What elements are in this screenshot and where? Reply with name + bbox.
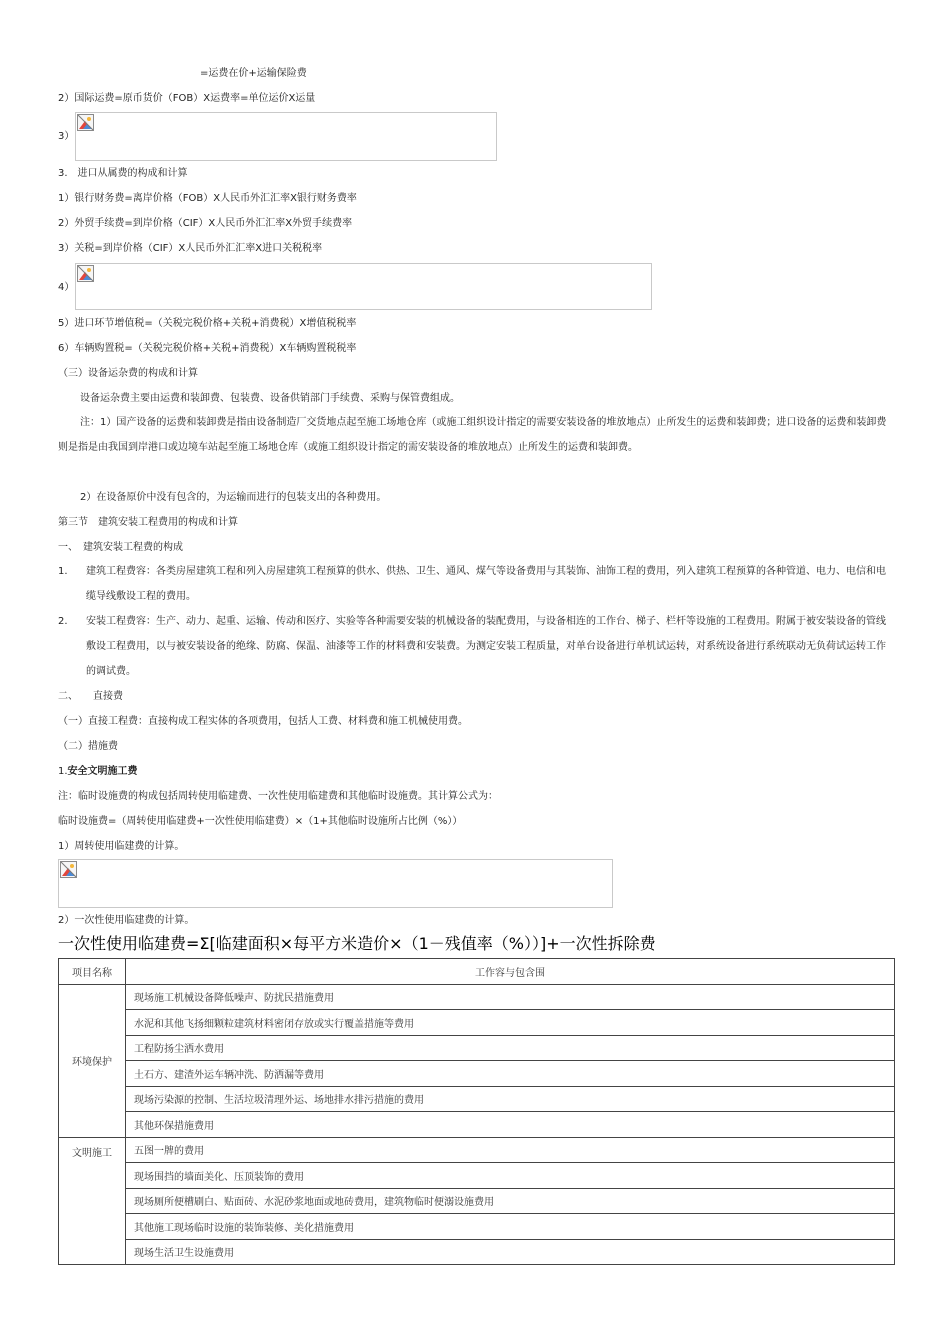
section-heading: 第三节 建筑安装工程费用的构成和计算 <box>58 517 238 528</box>
formula-image-placeholder <box>58 859 613 908</box>
formula-trade-fee: 2）外贸手续费=到岸价格（CIF）X人民币外汇汇率X外贸手续费率 <box>58 218 353 229</box>
formula-tariff: 3）关税=到岸价格（CIF）X人民币外汇汇率X进口关税税率 <box>58 243 323 254</box>
list-item-building-cost <box>58 559 892 609</box>
table-row <box>59 1188 895 1214</box>
table-cell: 五图一牌的费用 <box>126 1137 895 1163</box>
list-number: 1. <box>58 566 68 577</box>
paragraph-note-1: 注：1）国产设备的运费和装卸费是指由设备制造厂交货地点起至施工场地仓库（或施工组织设计指定的需要安装设备的堆放地点）止所发生的运费和装卸费；进口设备的运费和装卸费则是指是由我国到岸港口或边境车站起至施工场地仓库（或施工组织设计指定的需安装设备的堆放地点）止所发生的运费和装卸费。 <box>58 417 887 453</box>
table-row <box>59 1239 895 1265</box>
table-category-cell: 环境保护 <box>59 984 126 1137</box>
table-cell: 现场围挡的墙面美化、压顶装饰的费用 <box>126 1163 895 1189</box>
table-category-cell: 文明施工 <box>59 1137 126 1265</box>
table-cell: 现场污染源的控制、生活垃圾清理外运、场地排水排污措施的费用 <box>126 1086 895 1112</box>
paragraph-equipment-freight-intro: 设备运杂费主要由运费和装卸费、包装费、设备供销部门手续费、采购与保管费组成。 <box>80 393 460 404</box>
heading-number: 1. <box>58 766 68 777</box>
list-text: 建筑工程费容：各类房屋建筑工程和列入房屋建筑工程预算的供水、供热、卫生、通风、煤气等设备费用与其装饰、油饰工程的费用，列入建筑工程预算的各种管道、电力、电信和电缆导线敷设工程的费用。 <box>86 566 886 602</box>
list-number: 2. <box>58 616 68 627</box>
heading-safety-civilized <box>58 765 138 779</box>
table-cell: 现场生活卫生设施费用 <box>126 1239 895 1265</box>
broken-image-icon <box>77 114 94 131</box>
paragraph-note-2: 2）在设备原价中没有包含的，为运输而进行的包装支出的各种费用。 <box>80 492 387 503</box>
table-row <box>59 1061 895 1087</box>
heading-text: 安全文明施工费 <box>67 766 138 777</box>
table-row <box>59 1214 895 1240</box>
paragraph-onetime-temp: 2）一次性使用临建费的计算。 <box>58 915 195 926</box>
formula-bank-fee: 1）银行财务费=离岸价格（FOB）X人民币外汇汇率X银行财务费率 <box>58 193 357 204</box>
formula-freight-in-price: =运费在价+运输保险费 <box>200 68 307 79</box>
formula-vat: 5）进口环节增值税=（关税完税价格+关税+消费税）X增值税税率 <box>58 318 357 329</box>
paragraph-temp-facility-note: 注：临时设施费的构成包括周转使用临建费、一次性使用临建费和其他临时设施费。其计算公式为： <box>58 791 498 802</box>
table-cell: 其他施工现场临时设施的装饰装修、美化措施费用 <box>126 1214 895 1240</box>
table-row <box>59 1086 895 1112</box>
paragraph-rotating-temp: 1）周转使用临建费的计算。 <box>58 841 185 852</box>
table-cell: 其他环保措施费用 <box>126 1112 895 1138</box>
formula-intl-freight: 2）国际运费=原币货价（FOB）X运费率=单位运价X运量 <box>58 93 316 104</box>
safety-cost-table <box>58 958 895 1265</box>
table-header-cell: 工作容与包含围 <box>126 959 895 985</box>
list-item-installation-cost <box>58 609 892 684</box>
table-cell: 土石方、建渣外运车辆冲洗、防洒漏等费用 <box>126 1061 895 1087</box>
formula-image-placeholder <box>75 263 652 310</box>
item-4-label: 4） <box>58 282 75 293</box>
table-cell: 工程防扬尘洒水费用 <box>126 1035 895 1061</box>
broken-image-icon <box>60 861 77 878</box>
table-header-row <box>59 959 895 985</box>
broken-image-icon <box>77 265 94 282</box>
item-3-label: 3） <box>58 131 75 142</box>
table-cell: 现场厕所便槽刷白、贴面砖、水泥砂浆地面或地砖费用，建筑物临时便溺设施费用 <box>126 1188 895 1214</box>
table-row <box>59 1035 895 1061</box>
formula-temp-facility: 临时设施费=（周转使用临建费+一次性使用临建费）×（1+其他临时设施所占比例（%）） <box>58 816 463 827</box>
heading-import-fees: 3. 进口从属费的构成和计算 <box>58 168 188 179</box>
list-text: 安装工程费容：生产、动力、起重、运输、传动和医疗、实验等各种需要安装的机械设备的装配费用，与设备相连的工作台、梯子、栏杆等设施的工程费用。附属于被安装设备的管线敷设工程费用，以与被安装设备的绝缘、防腐、保温、油漆等工作的材料费和安装费。为测定安装工程质量，对单台设备进行单机试运转，对系统设备进行系统联动无负荷试运转工作的调试费。 <box>86 616 886 677</box>
formula-onetime-temp: 一次性使用临建费=Σ[临建面积×每平方米造价×（1－残值率（%））]+一次性拆除费 <box>58 934 656 953</box>
table-row <box>59 1112 895 1138</box>
subheading-composition: 一、 建筑安装工程费的构成 <box>58 542 183 553</box>
heading-measures-cost: （二）措施费 <box>58 741 118 752</box>
table-header-cell: 项目名称 <box>59 959 126 985</box>
heading-equipment-freight: （三）设备运杂费的构成和计算 <box>58 368 198 379</box>
table-row <box>59 1163 895 1189</box>
table-row <box>59 1137 895 1163</box>
table-cell: 水泥和其他飞扬细颗粒建筑材料密闭存放或实行覆盖措施等费用 <box>126 1010 895 1036</box>
formula-image-placeholder <box>75 112 497 161</box>
table-row <box>59 984 895 1010</box>
table-cell: 现场施工机械设备降低噪声、防扰民措施费用 <box>126 984 895 1010</box>
paragraph-direct-engineering-cost: （一）直接工程费：直接构成工程实体的各项费用，包括人工费、材料费和施工机械使用费。 <box>58 716 468 727</box>
table-row <box>59 1010 895 1036</box>
formula-vehicle-tax: 6）车辆购置税=（关税完税价格+关税+消费税）X车辆购置税税率 <box>58 343 357 354</box>
subheading-direct-cost: 二、 直接费 <box>58 691 123 702</box>
